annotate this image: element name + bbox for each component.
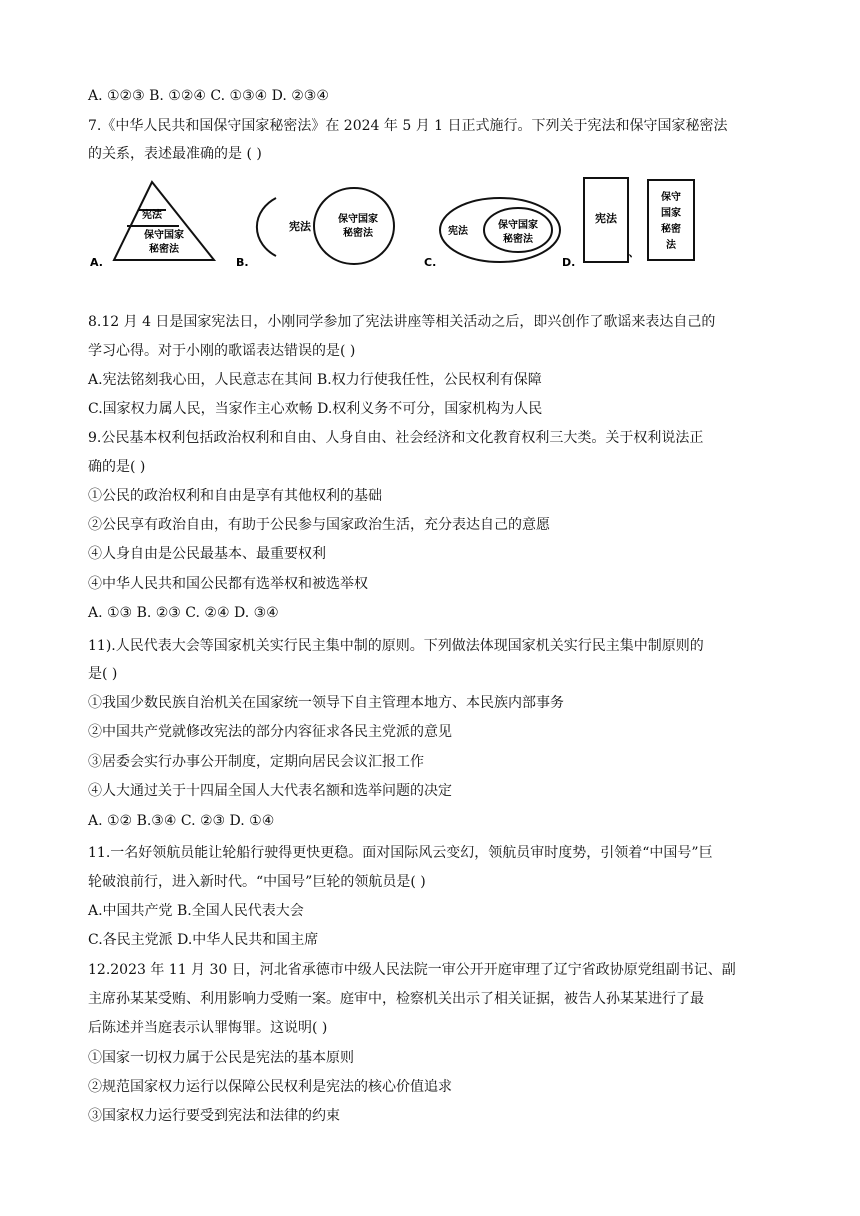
q12-statement-2: ②规范国家权力运行以保障公民权利是宪法的核心价值追求 [88,1079,452,1095]
q12-stem-line1: 12.2023 年 11 月 30 日，河北省承德市中级人民法院一审公开开庭审理了辽宁省政协原党组副书记、副 [88,962,736,978]
option-c-letter: C. [424,256,437,269]
q8-option-ab: A.宪法铭刻我心田，人民意志在其间 B.权力行使我任性，公民权利有保障 [88,372,542,388]
option-a-bottom-label-1: 保守国家 [144,230,184,241]
q8-option-cd: C.国家权力属人民，当家作主心欢畅 D.权利义务不可分，国家机构为人民 [88,401,543,417]
option-d-right-label-1: 保守 [661,192,681,203]
option-d-letter: D. [562,256,576,269]
q11-option-ab: A.中国共产党 B.全国人民代表大会 [88,903,304,919]
option-b-right-label-1: 保守国家 [338,214,378,225]
option-c-inner-label-2: 秘密法 [503,234,533,245]
option-d-separator: 、 [628,246,640,259]
q12-stem-line2: 主席孙某某受贿、利用影响力受贿一案。庭审中，检察机关出示了相关证据，被告人孙某某进行了最 [88,991,704,1007]
q10-statement-2: ②中国共产党就修改宪法的部分内容征求各民主党派的意见 [88,724,452,740]
q11-stem-line2: 轮破浪前行，进入新时代。“中国号”巨轮的领航员是( ) [88,874,426,890]
q9-statement-4: ④中华人民共和国公民都有选举权和被选举权 [88,576,368,592]
option-c-outer-label: 宪法 [448,226,468,237]
q10-statement-3: ③居委会实行办事公开制度，定期向居民会议汇报工作 [88,754,424,770]
q10-statement-1: ①我国少数民族自治机关在国家统一领导下自主管理本地方、本民族内部事务 [88,695,564,711]
q9-statement-1: ①公民的政治权利和自由是享有其他权利的基础 [88,488,382,504]
option-d-separate [562,178,694,269]
option-a-letter: A. [90,256,103,269]
option-a-pyramid [90,182,214,269]
option-a-bottom-label-2: 秘密法 [149,244,179,255]
q7-diagram-options [86,172,706,272]
q8-stem-line2: 学习心得。对于小刚的歌谣表达错误的是( ) [88,343,356,359]
q10-stem-line1: 11).人民代表大会等国家机关实行民主集中制的原则。下列做法体现国家机关实行民主集中制原则的 [88,638,704,654]
option-d-left-label: 宪法 [595,212,617,225]
q6-options: A. ①②③ B. ①②④ C. ①③④ D. ②③④ [88,88,329,104]
q10-options: A. ①② B.③④ C. ②③ D. ①④ [88,813,275,829]
option-c-inner-label: 保守国家 [498,220,538,231]
option-b-right-label-2: 秘密法 [343,228,373,239]
q12-statement-1: ①国家一切权力属于公民是宪法的基本原则 [88,1050,354,1066]
q9-stem-line1: 9.公民基本权利包括政治权利和自由、人身自由、社会经济和文化教育权利三大类。关于权利说法正 [88,430,704,446]
q9-options: A. ①③ B. ②③ C. ②④ D. ③④ [88,605,279,621]
q10-statement-4: ④人大通过关于十四届全国人大代表名额和选举问题的决定 [88,783,452,799]
q10-stem-line2: 是( ) [88,666,118,682]
option-d-right-label-2: 国家 [661,208,681,219]
q11-option-cd: C.各民主党派 D.中华人民共和国主席 [88,932,319,948]
q12-stem-line3: 后陈述并当庭表示认罪悔罪。这说明( ) [88,1020,328,1036]
q12-statement-3: ③国家权力运行要受到宪法和法律的约束 [88,1108,340,1124]
option-b-overlap [236,188,394,269]
option-b-left-label: 宪法 [289,220,311,233]
option-d-right-label-3: 秘密 [661,224,681,235]
option-d-right-label-4: 法 [666,240,676,251]
q7-stem-line2: 的关系，表述最准确的是 ( ) [88,146,262,162]
q9-stem-line2: 确的是( ) [88,459,146,475]
q7-stem-line1: 7.《中华人民共和国保守国家秘密法》在 2024 年 5 月 1 日正式施行。下列关于宪法和保守国家秘密法 [88,118,728,134]
option-c-nested [424,198,560,269]
option-b-letter: B. [236,256,249,269]
q9-statement-2: ②公民享有政治自由，有助于公民参与国家政治生活，充分表达自己的意愿 [88,517,550,533]
q8-stem-line1: 8.12 月 4 日是国家宪法日，小刚同学参加了宪法讲座等相关活动之后，即兴创作了歌谣来表达自己的 [88,314,716,330]
q9-statement-3: ④人身自由是公民最基本、最重要权利 [88,546,326,562]
option-a-top-label: 宪法 [142,210,162,221]
q11-stem-line1: 11.一名好领航员能让轮船行驶得更快更稳。面对国际风云变幻，领航员审时度势，引领着“中国号”巨 [88,845,713,861]
